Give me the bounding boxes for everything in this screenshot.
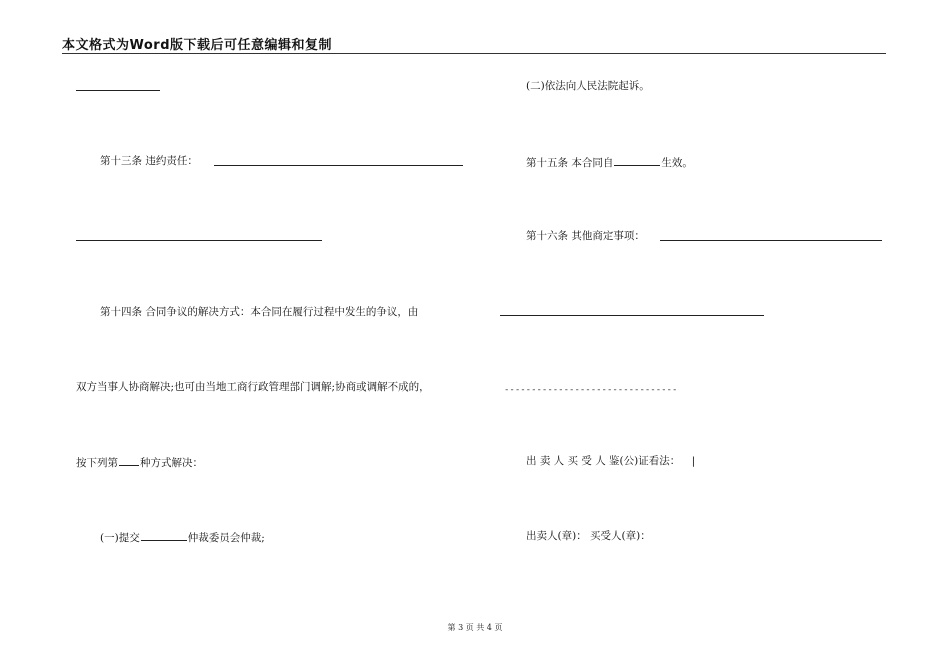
article-14-line-1: 第十四条 合同争议的解决方式：本合同在履行过程中发生的争议，由 bbox=[100, 306, 419, 318]
option-1-end: 仲裁委员会仲裁; bbox=[187, 532, 265, 544]
page-number-footer: 第 3 页 共 4 页 bbox=[447, 623, 503, 632]
option-1-start: (一)提交 bbox=[100, 532, 140, 544]
article-14-line-3-end: 种方式解决： bbox=[140, 457, 203, 469]
article-15 bbox=[526, 154, 693, 170]
dashed-separator: -------------------------------- bbox=[504, 385, 678, 395]
text-cursor: | bbox=[691, 455, 696, 467]
article-14-line-2: 双方当事人协商解决;也可由当地工商行政管理部门调解;协商或调解不成的， bbox=[76, 381, 430, 393]
article-15-start: 第十五条 本合同自 bbox=[526, 157, 614, 169]
method-number-blank bbox=[119, 454, 139, 466]
notary-opinion-text: 出 卖 人 买 受 人 鉴(公)证看法： bbox=[526, 455, 681, 467]
option-1-arbitration bbox=[100, 529, 265, 545]
document-header-title: 本文格式为Word版下载后可任意编辑和复制 bbox=[62, 38, 333, 53]
seal-labels: 出卖人(章)： 买受人(章)： bbox=[526, 530, 651, 542]
article-16-label: 第十六条 其他商定事项： bbox=[526, 230, 645, 242]
article-13-label: 第十三条 违约责任： bbox=[100, 155, 198, 167]
article-15-end: 生效。 bbox=[661, 157, 693, 169]
article-14-line-3 bbox=[76, 454, 203, 470]
article-14-line-3-start: 按下列第 bbox=[76, 457, 118, 469]
effective-date-blank bbox=[614, 154, 660, 166]
option-2-court: (二)依法向人民法院起诉。 bbox=[526, 80, 650, 92]
article-13-blank bbox=[214, 165, 463, 166]
arbitration-commission-blank bbox=[141, 529, 187, 541]
article-16-blank bbox=[660, 240, 882, 241]
article-16-blank-continued bbox=[500, 315, 764, 316]
notary-opinion-label bbox=[526, 454, 695, 468]
blank-line-top-left bbox=[76, 90, 160, 91]
header-rule bbox=[62, 53, 886, 54]
article-13-blank-continued bbox=[76, 240, 322, 241]
